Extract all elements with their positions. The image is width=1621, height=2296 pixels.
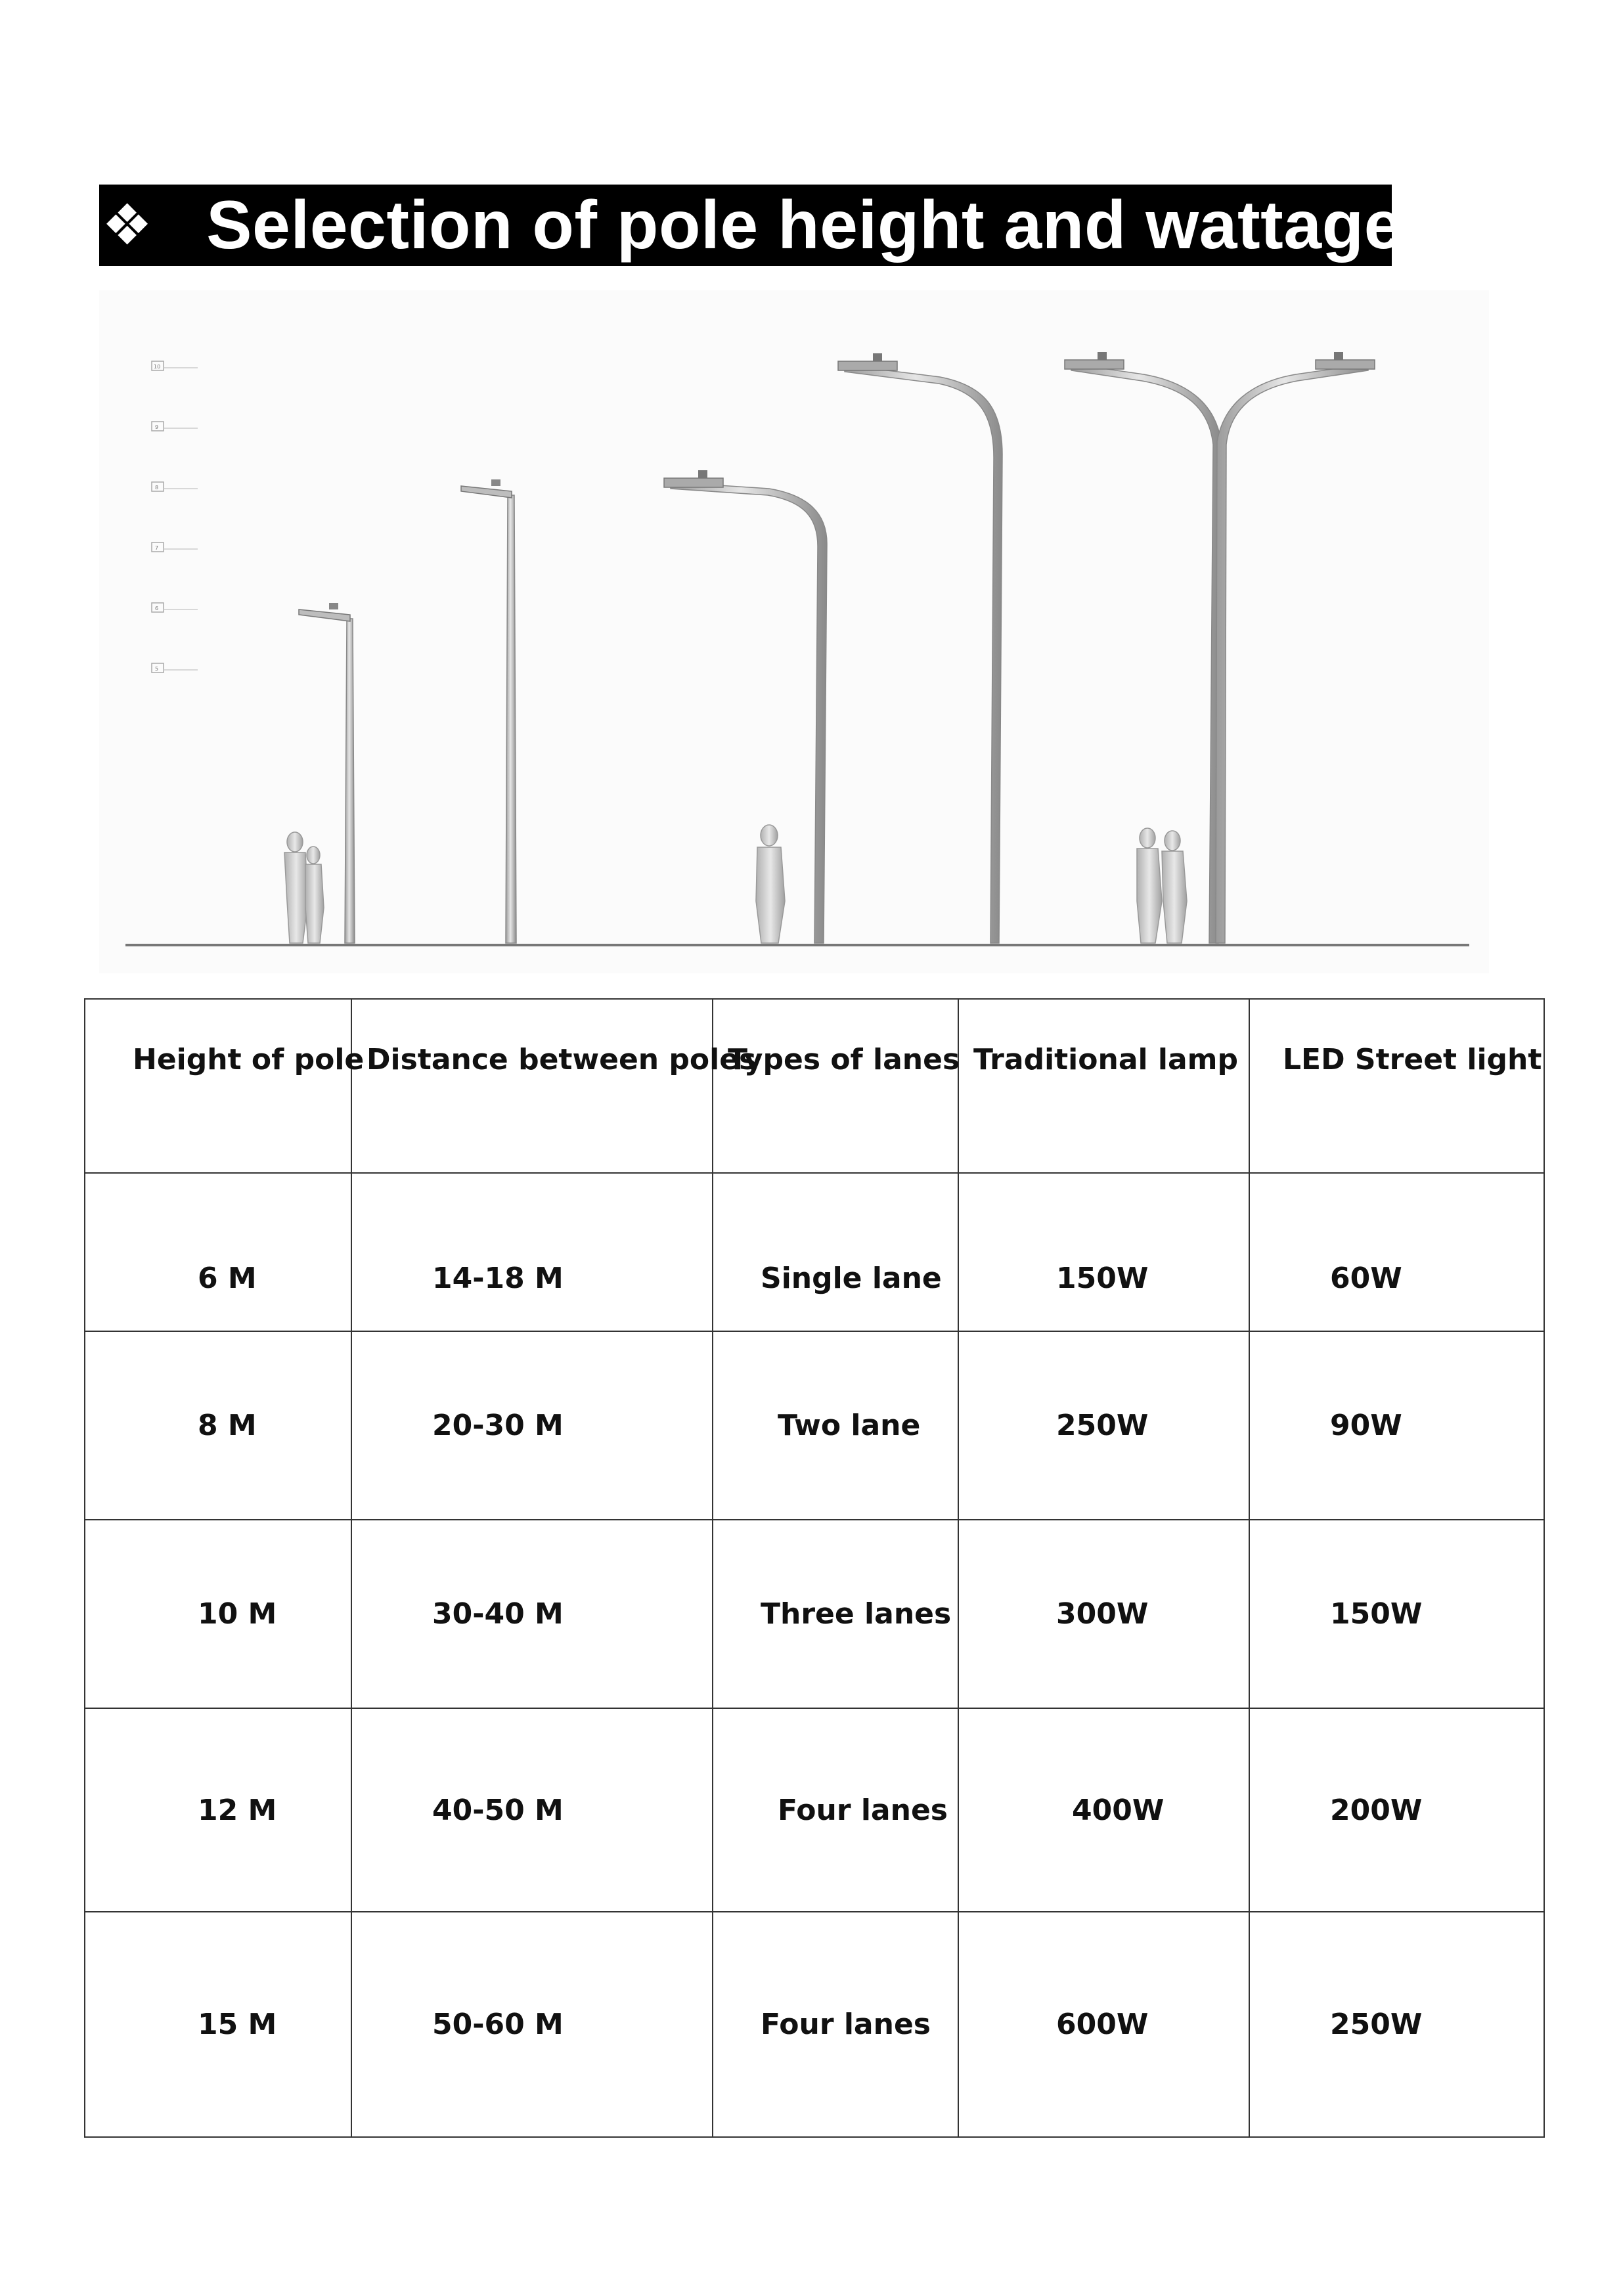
pole-height-cell: 6 M <box>198 1262 257 1295</box>
diamond-bullet-icon: ❖ <box>102 192 153 258</box>
scale-label: 10 <box>154 364 161 370</box>
table-row <box>85 1331 1544 1520</box>
led-light-cell: 90W <box>1330 1409 1402 1442</box>
traditional-lamp-cell: 250W <box>1056 1409 1149 1442</box>
scale-label: 6 <box>155 606 159 611</box>
led-light-cell: 250W <box>1330 2008 1423 2041</box>
pole-spec-table <box>84 998 1545 2138</box>
pole-height-cell: 12 M <box>198 1793 277 1827</box>
pole-height-illustration <box>99 290 1489 973</box>
section-title: Selection of pole height and wattage <box>206 187 1402 263</box>
pole-distance-cell: 14-18 M <box>432 1262 564 1295</box>
table-row <box>85 1912 1544 2137</box>
scale-label: 9 <box>155 424 159 430</box>
header-traditional-lamp: Traditional lamp <box>958 999 1249 1173</box>
scale-label: 5 <box>155 666 159 672</box>
led-light-cell: 150W <box>1330 1597 1423 1631</box>
scale-label: 7 <box>155 545 159 551</box>
pole-height-cell: 8 M <box>198 1409 257 1442</box>
pole-distance-cell: 40-50 M <box>432 1793 564 1827</box>
lane-type-cell: Single lane <box>761 1262 942 1295</box>
lane-type-cell: Four lanes <box>761 2008 931 2041</box>
led-light-cell: 200W <box>1330 1793 1423 1827</box>
lane-type-cell: Three lanes <box>761 1597 952 1631</box>
header-height-of-pole: Height of pole <box>85 999 351 1173</box>
table-row <box>85 1520 1544 1708</box>
lane-type-cell: Four lanes <box>778 1793 948 1827</box>
traditional-lamp-cell: 300W <box>1056 1597 1149 1631</box>
pole-height-cell: 15 M <box>198 2008 277 2041</box>
traditional-lamp-cell: 600W <box>1056 2008 1149 2041</box>
section-title-bar <box>99 185 1402 266</box>
traditional-lamp-cell: 400W <box>1072 1793 1165 1827</box>
scale-label: 8 <box>155 485 159 491</box>
table-row <box>85 1708 1544 1912</box>
header-led-street-light: LED Street light <box>1249 999 1544 1173</box>
lane-type-cell: Two lane <box>778 1409 921 1442</box>
led-light-cell: 60W <box>1330 1262 1402 1295</box>
table-header-row <box>85 999 1544 1173</box>
header-types-of-lanes: Types of lanes <box>713 999 958 1173</box>
traditional-lamp-cell: 150W <box>1056 1262 1149 1295</box>
header-distance-between-poles: Distance between poles <box>351 999 713 1173</box>
table-row <box>85 1173 1544 1331</box>
pole-distance-cell: 50-60 M <box>432 2008 564 2041</box>
pole-distance-cell: 20-30 M <box>432 1409 564 1442</box>
pole-distance-cell: 30-40 M <box>432 1597 564 1631</box>
pole-height-cell: 10 M <box>198 1597 277 1631</box>
